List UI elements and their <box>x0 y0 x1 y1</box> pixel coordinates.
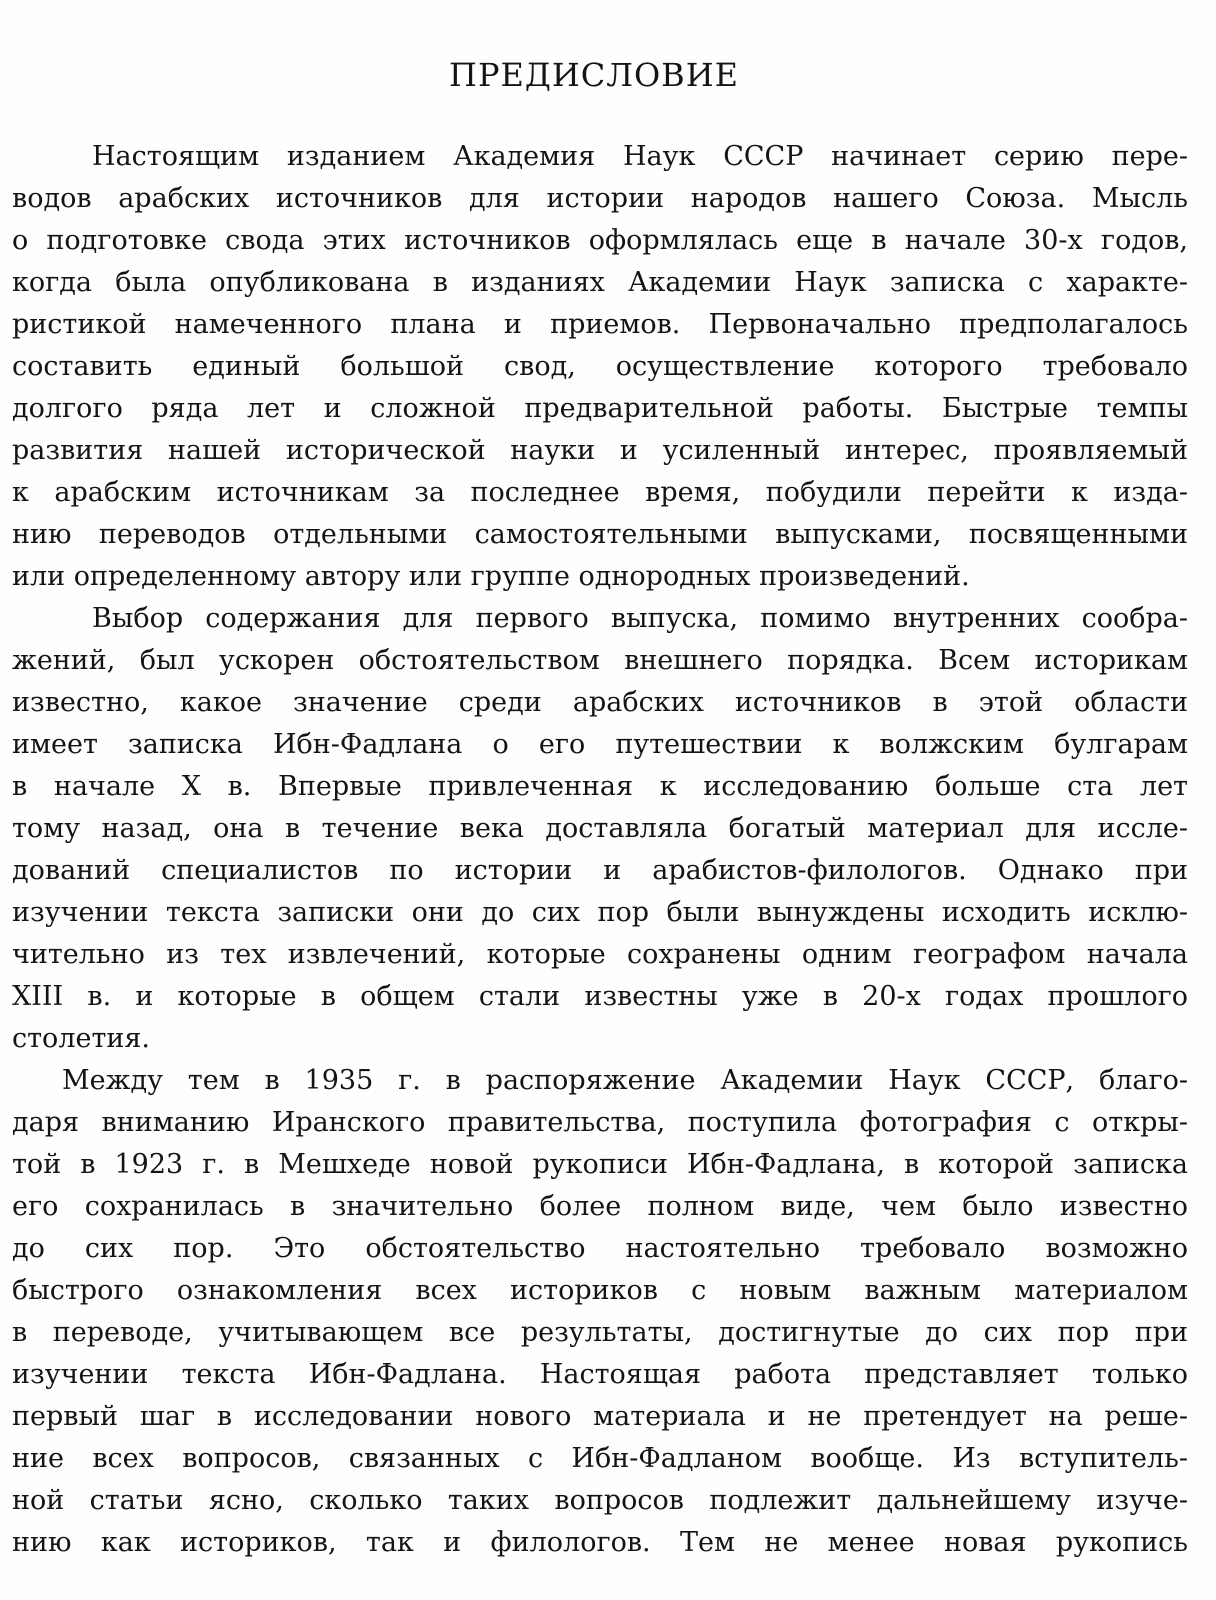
text-line: развития нашей исторической науки и усиленный интерес, проявляемый <box>12 435 1188 466</box>
text-line: нию переводов отдельными самостоятельными выпусками, посвященными <box>12 519 1188 550</box>
text-line: в начале X в. Впервые привлеченная к исследованию больше ста лет <box>12 771 1188 802</box>
text-line: изучении текста Ибн-Фадлана. Настоящая работа представляет только <box>12 1359 1188 1390</box>
text-line: о подготовке свода этих источников оформлялась еще в начале 30-х годов, <box>12 225 1188 256</box>
text-line: ние всех вопросов, связанных с Ибн-Фадланом вообще. Из вступитель- <box>12 1443 1188 1474</box>
text-line: Между тем в 1935 г. в распоряжение Академии Наук СССР, благо- <box>62 1065 1188 1096</box>
text-line: в переводе, учитывающем все результаты, достигнутые до сих пор при <box>12 1317 1188 1348</box>
text-line: дований специалистов по истории и арабистов-филологов. Однако при <box>12 855 1188 886</box>
text-line: той в 1923 г. в Мешхеде новой рукописи Ибн-Фадлана, в которой записка <box>12 1149 1188 1180</box>
text-line: долгого ряда лет и сложной предварительной работы. Быстрые темпы <box>12 393 1188 424</box>
text-line: составить единый большой свод, осуществление которого требовало <box>12 351 1188 382</box>
text-line: ристикой намеченного плана и приемов. Первоначально предполагалось <box>12 309 1188 340</box>
text-line: Выбор содержания для первого выпуска, помимо внутренних сообра- <box>92 603 1188 634</box>
text-line: до сих пор. Это обстоятельство настоятельно требовало возможно <box>12 1233 1188 1264</box>
text-line: быстрого ознакомления всех историков с новым важным материалом <box>12 1275 1188 1306</box>
text-line: к арабским источникам за последнее время, побудили перейти к изда- <box>12 477 1188 508</box>
text-line: изучении текста записки они до сих пор были вынуждены исходить исклю- <box>12 897 1188 928</box>
text-line: чительно из тех извлечений, которые сохранены одним географом начала <box>12 939 1188 970</box>
text-line: или определенному автору или группе однородных произведений. <box>12 561 970 592</box>
text-line: жений, был ускорен обстоятельством внешнего порядка. Всем историкам <box>12 645 1188 676</box>
text-line: ной статьи ясно, сколько таких вопросов подлежит дальнейшему изуче- <box>12 1485 1188 1516</box>
text-line: даря вниманию Иранского правительства, поступила фотография с откры- <box>12 1107 1188 1138</box>
text-line: известно, какое значение среди арабских источников в этой области <box>12 687 1188 718</box>
text-line: когда была опубликована в изданиях Академии Наук записка с характе- <box>12 267 1188 298</box>
text-line: его сохранилась в значительно более полном виде, чем было известно <box>12 1191 1188 1222</box>
text-line: тому назад, она в течение века доставляла богатый материал для иссле- <box>12 813 1188 844</box>
text-line: столетия. <box>12 1023 150 1054</box>
text-line: нию как историков, так и филологов. Тем не менее новая рукопись <box>12 1527 1188 1558</box>
text-line: имеет записка Ибн-Фадлана о его путешествии к волжским булгарам <box>12 729 1188 760</box>
text-line: водов арабских источников для истории народов нашего Союза. Мысль <box>12 183 1188 214</box>
text-line: XIII в. и которые в общем стали известны уже в 20-х годах прошлого <box>12 981 1188 1012</box>
page-title: ПРЕДИСЛОВИЕ <box>449 56 739 94</box>
text-line: первый шаг в исследовании нового материала и не претендует на реше- <box>12 1401 1188 1432</box>
text-line: Настоящим изданием Академия Наук СССР начинает серию пере- <box>92 141 1188 172</box>
